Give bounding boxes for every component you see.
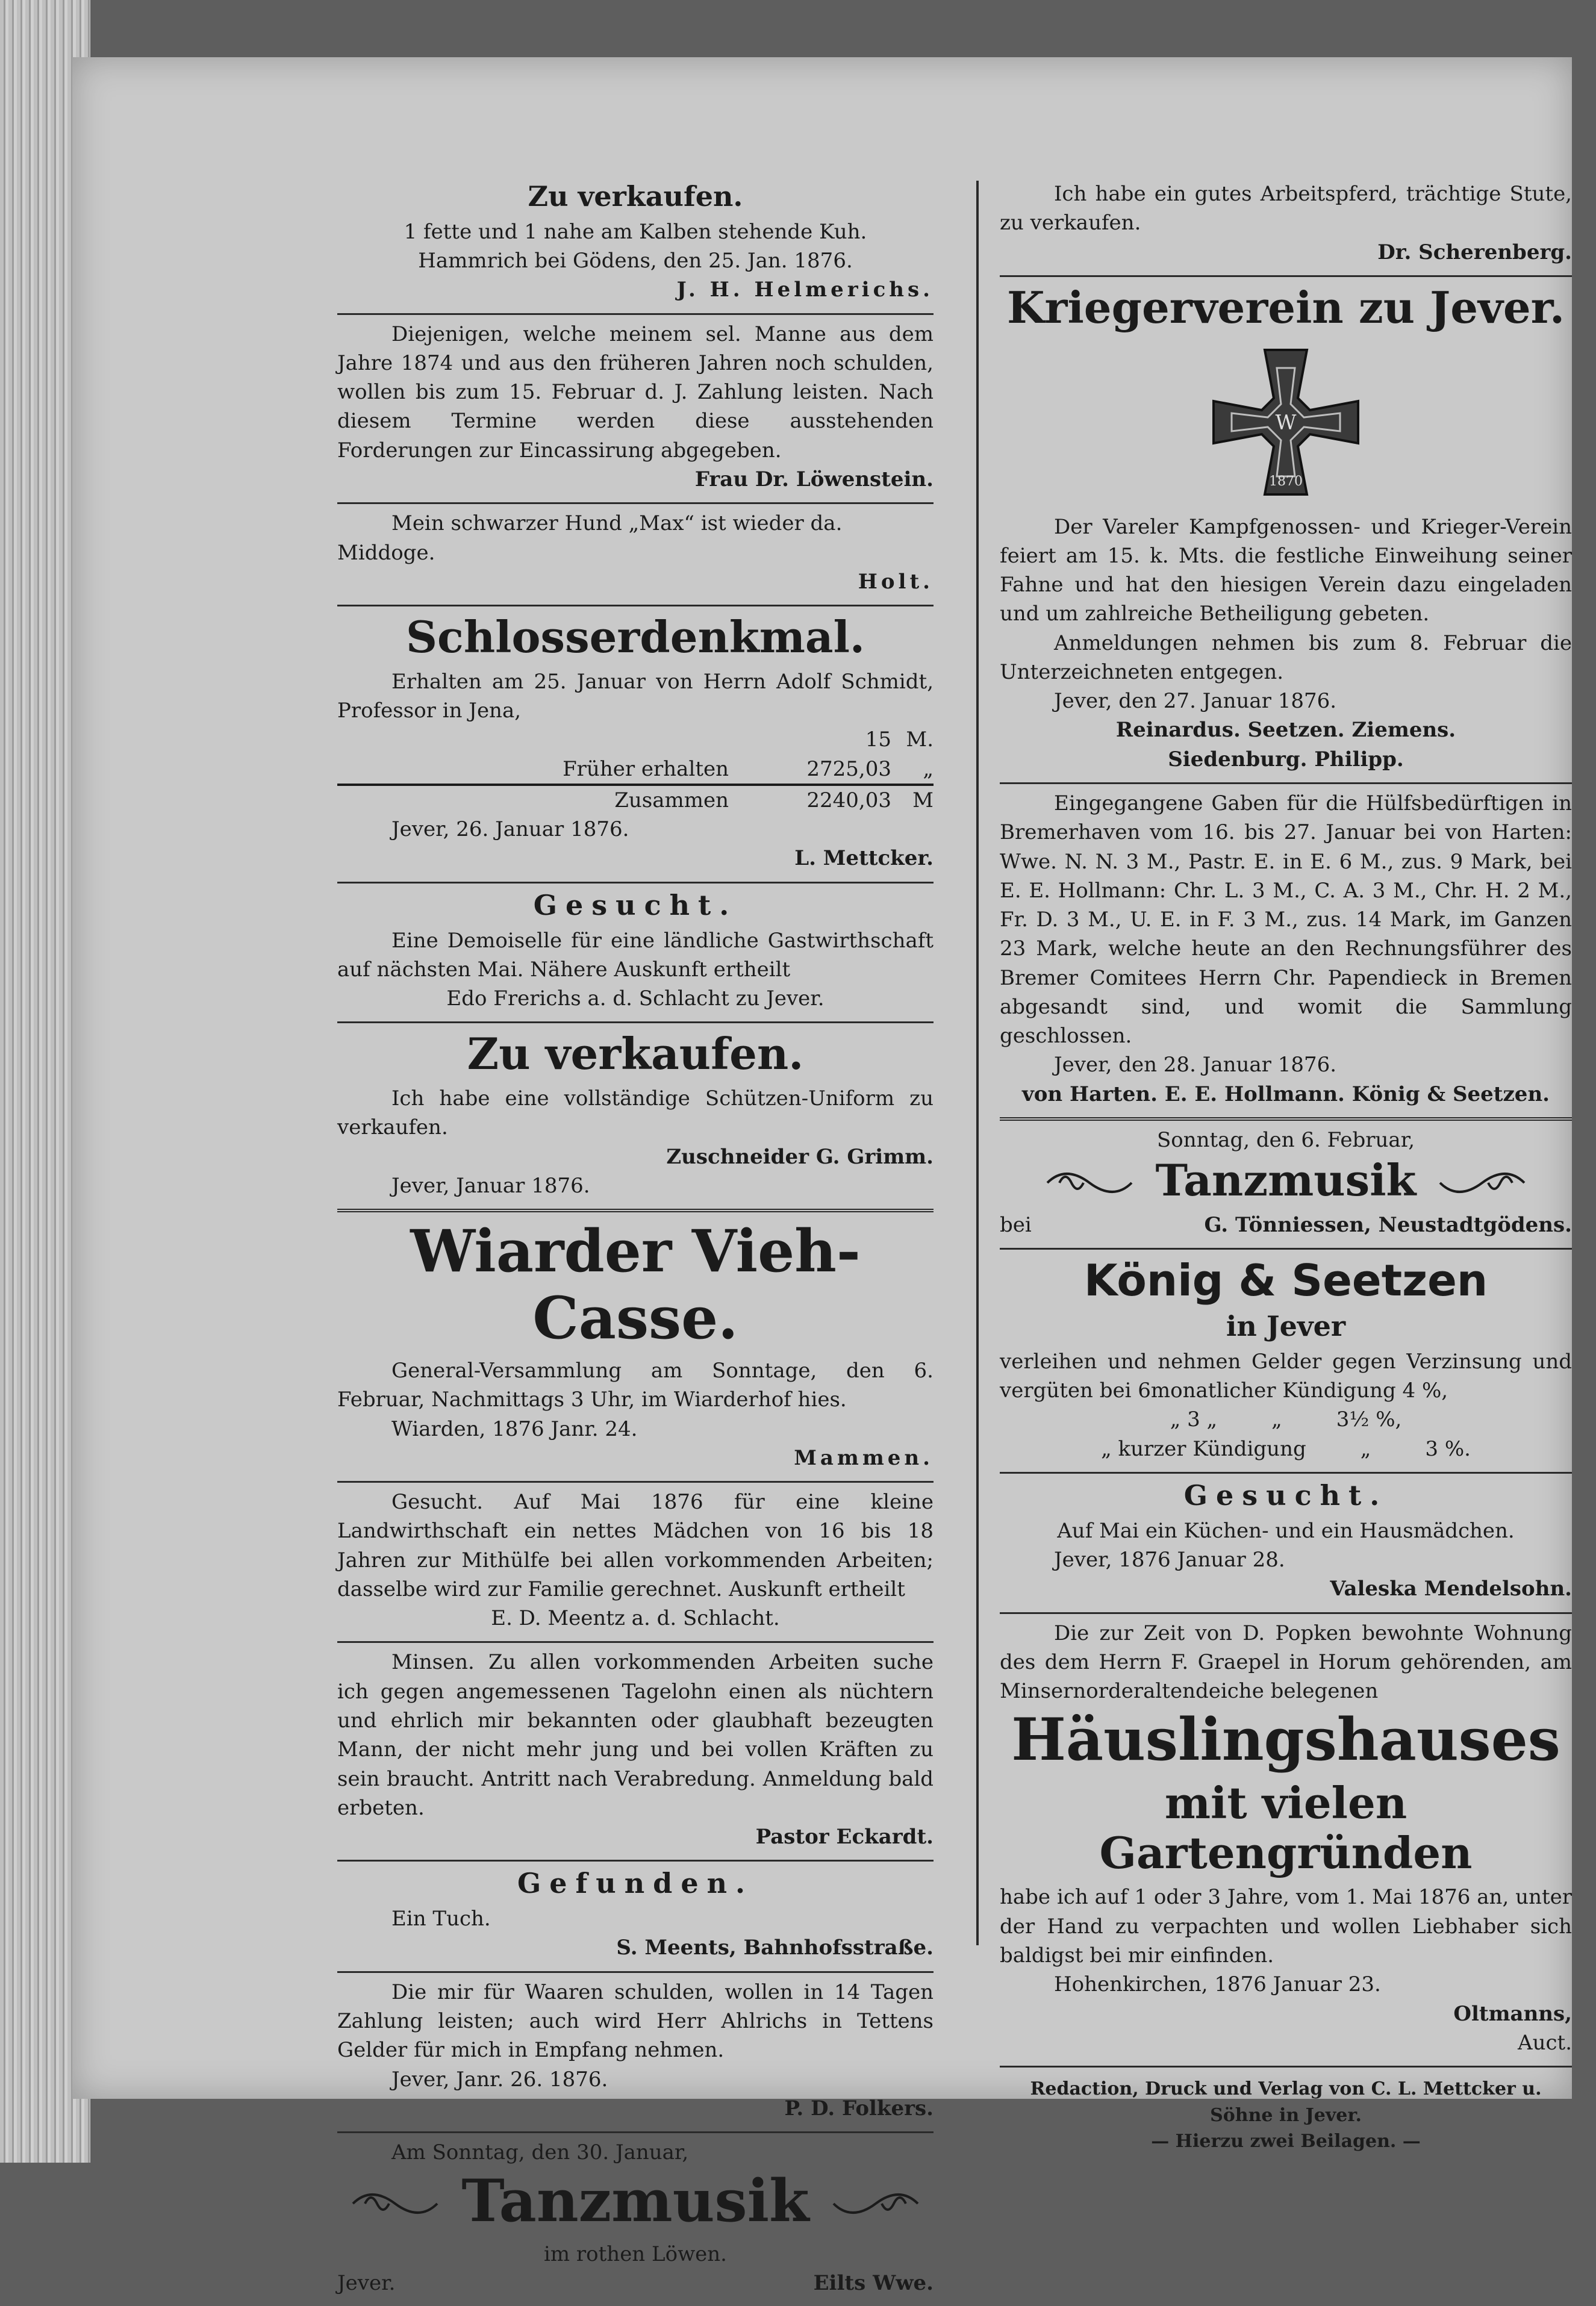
flourish-left-icon (1041, 1162, 1138, 1204)
ad-date: Wiarden, 1876 Janr. 24. (391, 1416, 638, 1441)
ad-kriegerverein (1000, 277, 1572, 784)
ad-date: Jever, 1876 Januar 28. (1054, 1548, 1285, 1572)
ad-zu-verkaufen-kuh (337, 175, 934, 315)
ad-signature: Edo Frerichs a. d. Schlacht zu Jever. (446, 986, 824, 1011)
ad-text: verleihen und nehmen Gelder gegen Verzinsung und vergüten bei 6monatlicher Kündigung 4 %, (1000, 1349, 1572, 1403)
rate-value: 3 %. (1425, 1436, 1471, 1461)
ad-text: Anmeldungen nehmen bis zum 8. Februar die Unterzeichneten entgegen. (1000, 631, 1572, 684)
cross-letter: W (1275, 410, 1297, 435)
amount-unit: „ (923, 756, 934, 781)
ad-signature-title: Auct. (1518, 2030, 1572, 2055)
amount-row (337, 725, 934, 754)
ad-signature: P. D. Folkers. (784, 2096, 934, 2121)
ad-gefunden (337, 1862, 934, 1972)
ad-text: Ich habe ein gutes Arbeitspferd, trächtige Stute, zu verkaufen. (1000, 182, 1572, 235)
ad-date: Jever, Januar 1876. (391, 1174, 590, 1198)
ad-text: 1 fette und 1 nahe am Kalben stehende Kuh. (404, 219, 867, 244)
rate-value: 3½ %, (1336, 1407, 1402, 1432)
ad-footer-row (337, 2269, 934, 2298)
ad-signature: Holt. (858, 569, 934, 594)
ad-text: Der Vareler Kampfgenossen- und Krieger-Verein feiert am 15. k. Mts. die festliche Einweihung seiner Fahne und hat den hiesigen Verein dazu eingeladen und um zahlreiche Betheiligung gebeten. (1000, 514, 1572, 626)
ad-title: Zu verkaufen. (467, 1028, 804, 1080)
ad-text: Gesucht. Auf Mai 1876 für eine kleine Landwirthschaft ein nettes Mädchen von 16 bis 18 Jahren zur Mithülfe bei allen vorkommenden Arbeiten; dasselbe wird zur Familie gerechnet. Auskunft ertheilt (337, 1490, 934, 1601)
iron-cross-wrap (1000, 338, 1572, 509)
flourish-right-icon (1434, 1162, 1530, 1204)
ad-text: Eine Demoiselle für eine ländliche Gastwirthschaft auf nächsten Mai. Nähere Auskunft ertheilt (337, 928, 934, 982)
ad-subtitle: mit vielen Gartengründen (1099, 1777, 1473, 1878)
ad-date: Jever, 26. Januar 1876. (391, 817, 629, 842)
ad-folkers-zahlung (337, 1973, 934, 2133)
ad-signature: Zuschneider G. Grimm. (666, 1144, 934, 1169)
rate-row (1000, 1405, 1572, 1434)
ad-text: Ich habe eine vollständige Schützen-Uniform zu verkaufen. (337, 1086, 934, 1140)
rate-ditto: „ (1360, 1436, 1371, 1461)
ad-schulden-loewenstein (337, 315, 934, 505)
rate-row (1000, 1435, 1572, 1463)
amount-unit: M. (906, 728, 934, 752)
ad-title: König & Seetzen (1083, 1255, 1488, 1306)
ad-haeuslingshaus (1000, 1614, 1572, 2068)
title-with-ornaments (1000, 1155, 1572, 1211)
ad-text: General-Versammlung am Sonntage, den 6. Februar, Nachmittags 3 Uhr, im Wiarderhof hies. (337, 1359, 934, 1412)
flourish-left-icon (347, 2183, 443, 2225)
ad-place: Jever. (337, 2270, 396, 2295)
ad-hund-max (337, 504, 934, 606)
ad-zu-verkaufen-uniform (337, 1023, 934, 1212)
ad-text: Erhalten am 25. Januar von Herrn Adolf Schmidt, Professor in Jena, (337, 669, 934, 723)
ad-text: Auf Mai ein Küchen- und ein Hausmädchen. (1057, 1518, 1515, 1543)
amount-value: 2240,03 (806, 788, 891, 812)
amount-label: Zusammen (614, 788, 729, 812)
ad-title: Tanzmusik (461, 2167, 809, 2236)
ad-tanzmusik-loewen (337, 2133, 934, 2306)
ad-signature: Reinardus. Seetzen. Ziemens. (1115, 718, 1456, 743)
rate-label: „ kurzer Kündigung (1101, 1436, 1306, 1461)
ad-gaben-bremerhaven (1000, 784, 1572, 1121)
ad-signature: Valeska Mendelsohn. (1330, 1577, 1572, 1601)
ad-gesucht-demoiselle (337, 883, 934, 1024)
ad-text: Diejenigen, welche meinem sel. Manne aus dem Jahre 1874 und aus den früheren Jahren noch schulden, wollen bis zum 15. Februar d. J. Zahlung leisten. Nach diesem Termine werden diese ausstehenden Forderungen zur Eincassirung abgegeben. (337, 322, 934, 463)
ad-text: Minsen. Zu allen vorkommenden Arbeiten suche ich gegen angemessenen Tagelohn einen als nüchtern und ehrlich mir bekannten oder glaubhaft bezeugten Mann, der nicht mehr jung und bei vollen Kräften zu sein braucht. Antritt nach Verabredung. Anmeldung bald erbeten. (337, 1650, 934, 1820)
ad-gesucht-mendelsohn (1000, 1474, 1572, 1614)
ad-signature: Mammen. (794, 1445, 934, 1470)
ad-text: Hammrich bei Gödens, den 25. Jan. 1876. (418, 249, 853, 273)
amount-value: 2725,03 (806, 756, 891, 781)
ad-title: Gesucht. (533, 888, 738, 921)
ad-signature: L. Mettcker. (794, 846, 934, 871)
ad-signature: Pastor Eckardt. (755, 1825, 934, 1849)
ad-signature: J. H. Helmerichs. (676, 278, 934, 302)
ad-footer-row (1000, 1211, 1572, 1239)
ad-signature: Frau Dr. Löwenstein. (694, 467, 934, 492)
ad-text: Mein schwarzer Hund „Max“ ist wieder da. (391, 511, 843, 536)
ad-text: Eingegangene Gaben für die Hülfsbedürftigen in Bremerhaven vom 16. bis 27. Januar bei von Harten: Wwe. N. N. 3 M., Pastr. E. in E. 6 M., zus. 9 Mark, bei E. E. Hollmann: Chr. L. 3 M., C. A. 3 M., Chr. H. 2 M., Fr. D. 3 M., U. E. in F. 3 M., zus. 14 Mark, im Ganzen 23 Mark, welche heute an den Rechnungsführer des Bremer Comitees Herrn Chr. Papendieck in Bremen abgesandt sind, und womit die Sammlung geschlossen. (1000, 791, 1572, 1049)
ad-prefix: bei (1000, 1212, 1032, 1237)
ad-koenig-seetzen (1000, 1250, 1572, 1474)
ad-title: Tanzmusik (1155, 1155, 1417, 1206)
ad-text: Am Sonntag, den 30. Januar, (391, 2140, 689, 2165)
ad-text: Die zur Zeit von D. Popken bewohnte Wohnung des dem Herrn F. Graepel in Horum gehörenden, am Minsernorderaltendeiche belegenen (1000, 1621, 1572, 1704)
ad-signature: Oltmanns, (1453, 2001, 1572, 2026)
ad-date: Jever, den 28. Januar 1876. (1054, 1053, 1337, 1077)
ad-signature: von Harten. E. E. Hollmann. König & Seetzen. (1022, 1082, 1550, 1106)
rate-ditto: „ (1271, 1407, 1282, 1432)
ad-subtitle: in Jever (1226, 1310, 1346, 1343)
amount-label: Früher erhalten (563, 756, 729, 781)
imprint-footer (1000, 2068, 1572, 2155)
ad-signature: Siedenburg. Philipp. (1168, 747, 1404, 771)
ad-title: Zu verkaufen. (528, 180, 743, 213)
ad-signature: Eilts Wwe. (813, 2270, 934, 2295)
ad-text: Die mir für Waaren schulden, wollen in 14 Tagen Zahlung leisten; auch wird Herr Ahlrichs in Tettens Gelder für mich in Empfang nehmen. (337, 1980, 934, 2063)
imprint-line: — Hierzu zwei Beilagen. — (1151, 2131, 1421, 2152)
amount-row (337, 786, 934, 815)
ad-signature: G. Tönniessen, Neustadtgödens. (1204, 1212, 1572, 1237)
ad-title: Kriegerverein zu Jever. (1006, 281, 1565, 333)
cross-year: 1870 (1269, 473, 1303, 489)
left-column (337, 175, 934, 2306)
ad-text: Ein Tuch. (391, 1907, 491, 1931)
amount-row (337, 755, 934, 786)
ad-minsen-arbeiten (337, 1643, 934, 1862)
ad-arbeitspferd (1000, 175, 1572, 277)
ad-text: habe ich auf 1 oder 3 Jahre, vom 1. Mai 1876 an, unter der Hand zu verpachten und wollen Liebhaber sich baldigst bei mir einfinden. (1000, 1885, 1572, 1968)
ad-schlosserdenkmal (337, 606, 934, 883)
ad-title: Häuslingshauses (1011, 1706, 1560, 1774)
flourish-right-icon (828, 2183, 924, 2225)
amount-value: 15 (865, 728, 891, 752)
ad-title: Gesucht. (1183, 1479, 1388, 1512)
amount-unit: M (912, 788, 934, 812)
iron-cross-icon (1202, 338, 1370, 506)
ad-tanzmusik-toenniessen (1000, 1121, 1572, 1250)
ad-date: Jever, Janr. 26. 1876. (391, 2067, 608, 2092)
ad-gesucht-maedchen (337, 1483, 934, 1643)
ad-date: Jever, den 27. Januar 1876. (1054, 689, 1337, 714)
ad-signature: Dr. Scherenberg. (1377, 240, 1572, 264)
ad-text: Sonntag, den 6. Februar, (1156, 1127, 1415, 1152)
ad-text: im rothen Löwen. (543, 2242, 727, 2266)
imprint-line: Redaction, Druck und Verlag von C. L. Mettcker u. Söhne in Jever. (1030, 2078, 1542, 2126)
rate-label: „ 3 „ (1170, 1407, 1218, 1432)
ad-title: Schlosserdenkmal. (405, 611, 865, 663)
ad-signature: S. Meents, Bahnhofsstraße. (616, 1936, 934, 1960)
ad-title: Wiarder Vieh-Casse. (410, 1217, 861, 1352)
column-divider (976, 181, 979, 1945)
ad-title: Gefunden. (517, 1867, 754, 1900)
ad-signature: E. D. Meentz a. d. Schlacht. (491, 1606, 780, 1631)
ad-place: Middoge. (337, 540, 435, 565)
title-with-ornaments (337, 2167, 934, 2239)
ad-date: Hohenkirchen, 1876 Januar 23. (1054, 1972, 1381, 1997)
ad-wiarder-vieh-casse (337, 1212, 934, 1483)
right-column (1000, 175, 1572, 2155)
